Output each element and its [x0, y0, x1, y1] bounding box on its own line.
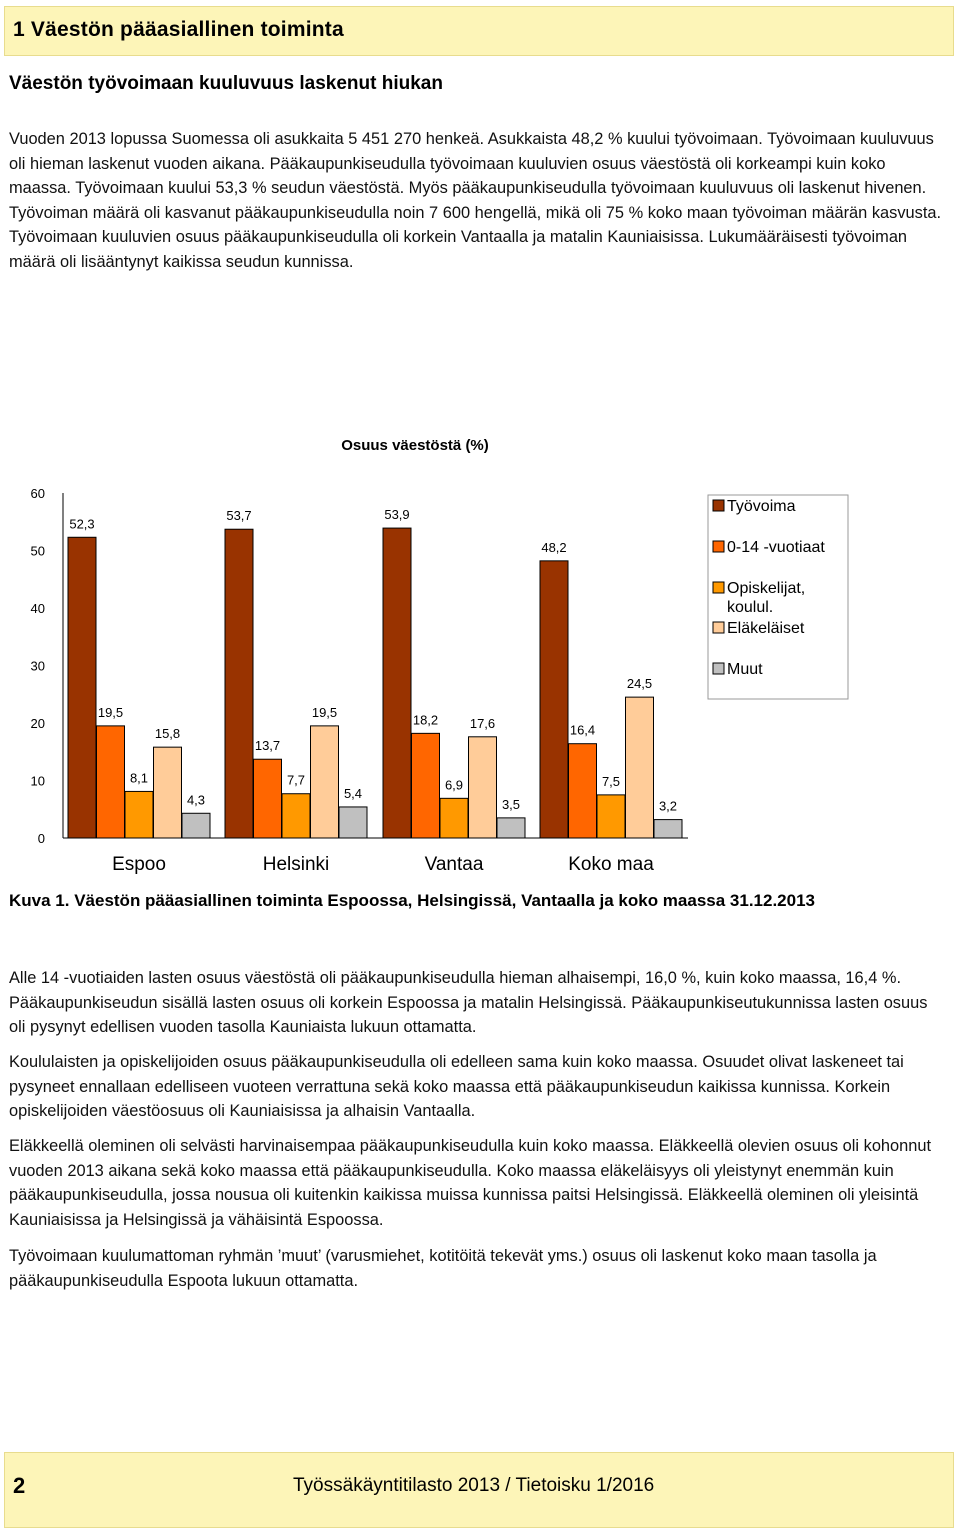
legend-swatch: [713, 500, 724, 511]
category-label: Helsinki: [262, 854, 330, 875]
data-label: 7,5: [601, 773, 621, 789]
legend-label: Eläkeläiset: [727, 620, 805, 637]
data-label: 18,2: [412, 712, 439, 728]
data-label: 8,1: [129, 770, 149, 786]
bar: [626, 697, 654, 838]
bar: [154, 747, 182, 838]
data-label: 48,2: [541, 539, 567, 555]
subtitle: Väestön työvoimaan kuuluvuus laskenut hiukan: [9, 73, 443, 94]
bar: [469, 737, 497, 838]
bar: [182, 813, 210, 838]
data-label: 17,6: [469, 715, 496, 731]
legend-swatch: [713, 622, 724, 633]
bar-chart: [0, 420, 960, 890]
paragraph-children: Alle 14 -vuotiaiden lasten osuus väestöstä oli pääkaupunkiseudulla hieman alhaisempi, 16,0 %, kuin koko maassa, 16,4 %. Pääkaupunkiseudun sisällä lasten osuus oli korkein Espoossa ja matalin Helsingissä. Pääkaupunkiseutukunnissa lasten osuus oli pysynyt edellisen vuoden tasolla Kauniaista lukuun ottamatta.: [9, 969, 928, 1036]
bar: [225, 529, 253, 838]
category-label: Espoo: [112, 854, 166, 875]
paragraph-students: Koululaisten ja opiskelijoiden osuus pääkaupunkiseudulla oli edelleen sama kuin koko maassa. Osuudet olivat laskeneet tai pysyneet ennallaan edelliseen vuoteen verrattuna sekä koko maassa että pääkaupunkiseudun kaikissa kunnissa. Korkein opiskelijoiden väestöosuus oli Kauniaisissa ja alhaisin Vantaalla.: [9, 1053, 904, 1120]
paragraph-others: Työvoimaan kuulumattoman ryhmän ’muut’ (varusmiehet, kotitöitä tekevät yms.) osuus oli laskenut koko maan tasolla ja pääkaupunkiseudulla Espoota lukuun ottamatta.: [9, 1247, 877, 1290]
data-label: 13,7: [254, 738, 281, 754]
bar: [339, 807, 367, 838]
y-tick-label: 30: [30, 658, 45, 674]
data-label: 19,5: [311, 704, 338, 720]
y-tick-label: 50: [30, 543, 45, 559]
legend-label: Työvoima: [727, 498, 796, 515]
y-tick-label: 0: [37, 831, 45, 846]
legend-label-line: koulul.: [727, 599, 774, 616]
bar: [497, 818, 525, 838]
data-label: 6,9: [444, 777, 464, 793]
legend-label: 0-14 -vuotiaat: [727, 539, 825, 556]
y-tick-label: 10: [30, 773, 45, 789]
data-label: 15,8: [154, 726, 181, 742]
data-label: 19,5: [97, 704, 124, 720]
bar: [540, 561, 568, 838]
y-tick-label: 60: [30, 486, 45, 501]
legend-label-line: Opiskelijat,: [727, 580, 806, 597]
bar: [440, 798, 468, 838]
data-label: 52,3: [69, 516, 95, 532]
figure-caption: Kuva 1. Väestön pääasiallinen toiminta Espoossa, Helsingissä, Vantaalla ja koko maassa 31.12.2013: [9, 891, 815, 910]
legend-swatch: [713, 582, 724, 593]
bar: [282, 794, 310, 838]
paragraph-pensioners: Eläkkeellä oleminen oli selvästi harvinaisempaa pääkaupunkiseudulla kuin koko maassa. Eläkkeellä olevien osuus oli kohonnut vuoden 2013 aikana sekä koko maassa että pääkaupunkiseudulla. Koko maassa eläkeläisyys oli yleistynyt enemmän kuin pääkaupunkiseudulla, jossa nousua oli kuitenkin kaikissa muissa kunnissa paitsi Helsingissä. Eläkkeellä oleminen oli yleisintä Kauniaisissa ja Helsingissä ja vähäisintä Espoossa.: [9, 1137, 932, 1229]
section-header: [4, 6, 954, 56]
paragraph-workforce: Vuoden 2013 lopussa Suomessa oli asukkaita 5 451 270 henkeä. Asukkaista 48,2 % kuului työvoimaan. Työvoimaan kuuluvuus oli hieman laskenut vuoden aikana. Pääkaupunkiseudulla työvoimaan kuuluvien osuus väestöstä oli korkeampi kuin koko maassa. Työvoimaan kuului 53,3 % seudun väestöstä. Myös pääkaupunkiseudulla työvoimaan kuuluvuus oli laskenut hivenen. Työvoiman määrä oli kasvanut pääkaupunkiseudulla noin 7 600 hengellä, mikä oli 75 % koko maan työvoiman määrän kasvusta. Työvoimaan kuuluvien osuus pääkaupunkiseudulla oli korkein Vantaalla ja matalin Kauniaisissa. Lukumääräisesti työvoiman määrä oli lisääntynyt kaikissa seudun kunnissa.: [9, 130, 942, 271]
bar: [68, 537, 96, 838]
bar: [125, 791, 153, 838]
data-label: 24,5: [626, 676, 653, 692]
data-label: 3,2: [658, 798, 678, 814]
bar: [254, 759, 282, 838]
legend-swatch: [713, 541, 724, 552]
bar: [311, 726, 339, 838]
data-label: 5,4: [343, 785, 363, 801]
bar: [569, 744, 597, 838]
page-number: 2: [13, 1473, 26, 1498]
page-footer: [4, 1452, 954, 1528]
data-label: 53,7: [226, 508, 252, 524]
bar: [97, 726, 125, 838]
bar: [654, 820, 682, 838]
data-label: 53,9: [384, 507, 410, 523]
data-label: 4,3: [186, 792, 206, 808]
legend-swatch: [713, 663, 724, 674]
legend-label: Muut: [727, 661, 763, 678]
data-label: 16,4: [569, 722, 596, 738]
publication-name: Työssäkäyntitilasto 2013 / Tietoisku 1/2016: [293, 1475, 655, 1496]
chart-title: Osuus väestöstä (%): [341, 437, 489, 454]
y-tick-label: 20: [30, 716, 45, 731]
category-label: Koko maa: [568, 854, 654, 875]
bar: [412, 733, 440, 838]
data-label: 7,7: [286, 772, 306, 788]
section-title: 1 Väestön pääasiallinen toiminta: [13, 18, 344, 41]
chart-container: [0, 420, 960, 890]
bar: [597, 795, 625, 838]
y-tick-label: 40: [30, 601, 45, 616]
category-label: Vantaa: [424, 854, 484, 875]
bar: [383, 528, 411, 838]
data-label: 3,5: [501, 796, 521, 812]
